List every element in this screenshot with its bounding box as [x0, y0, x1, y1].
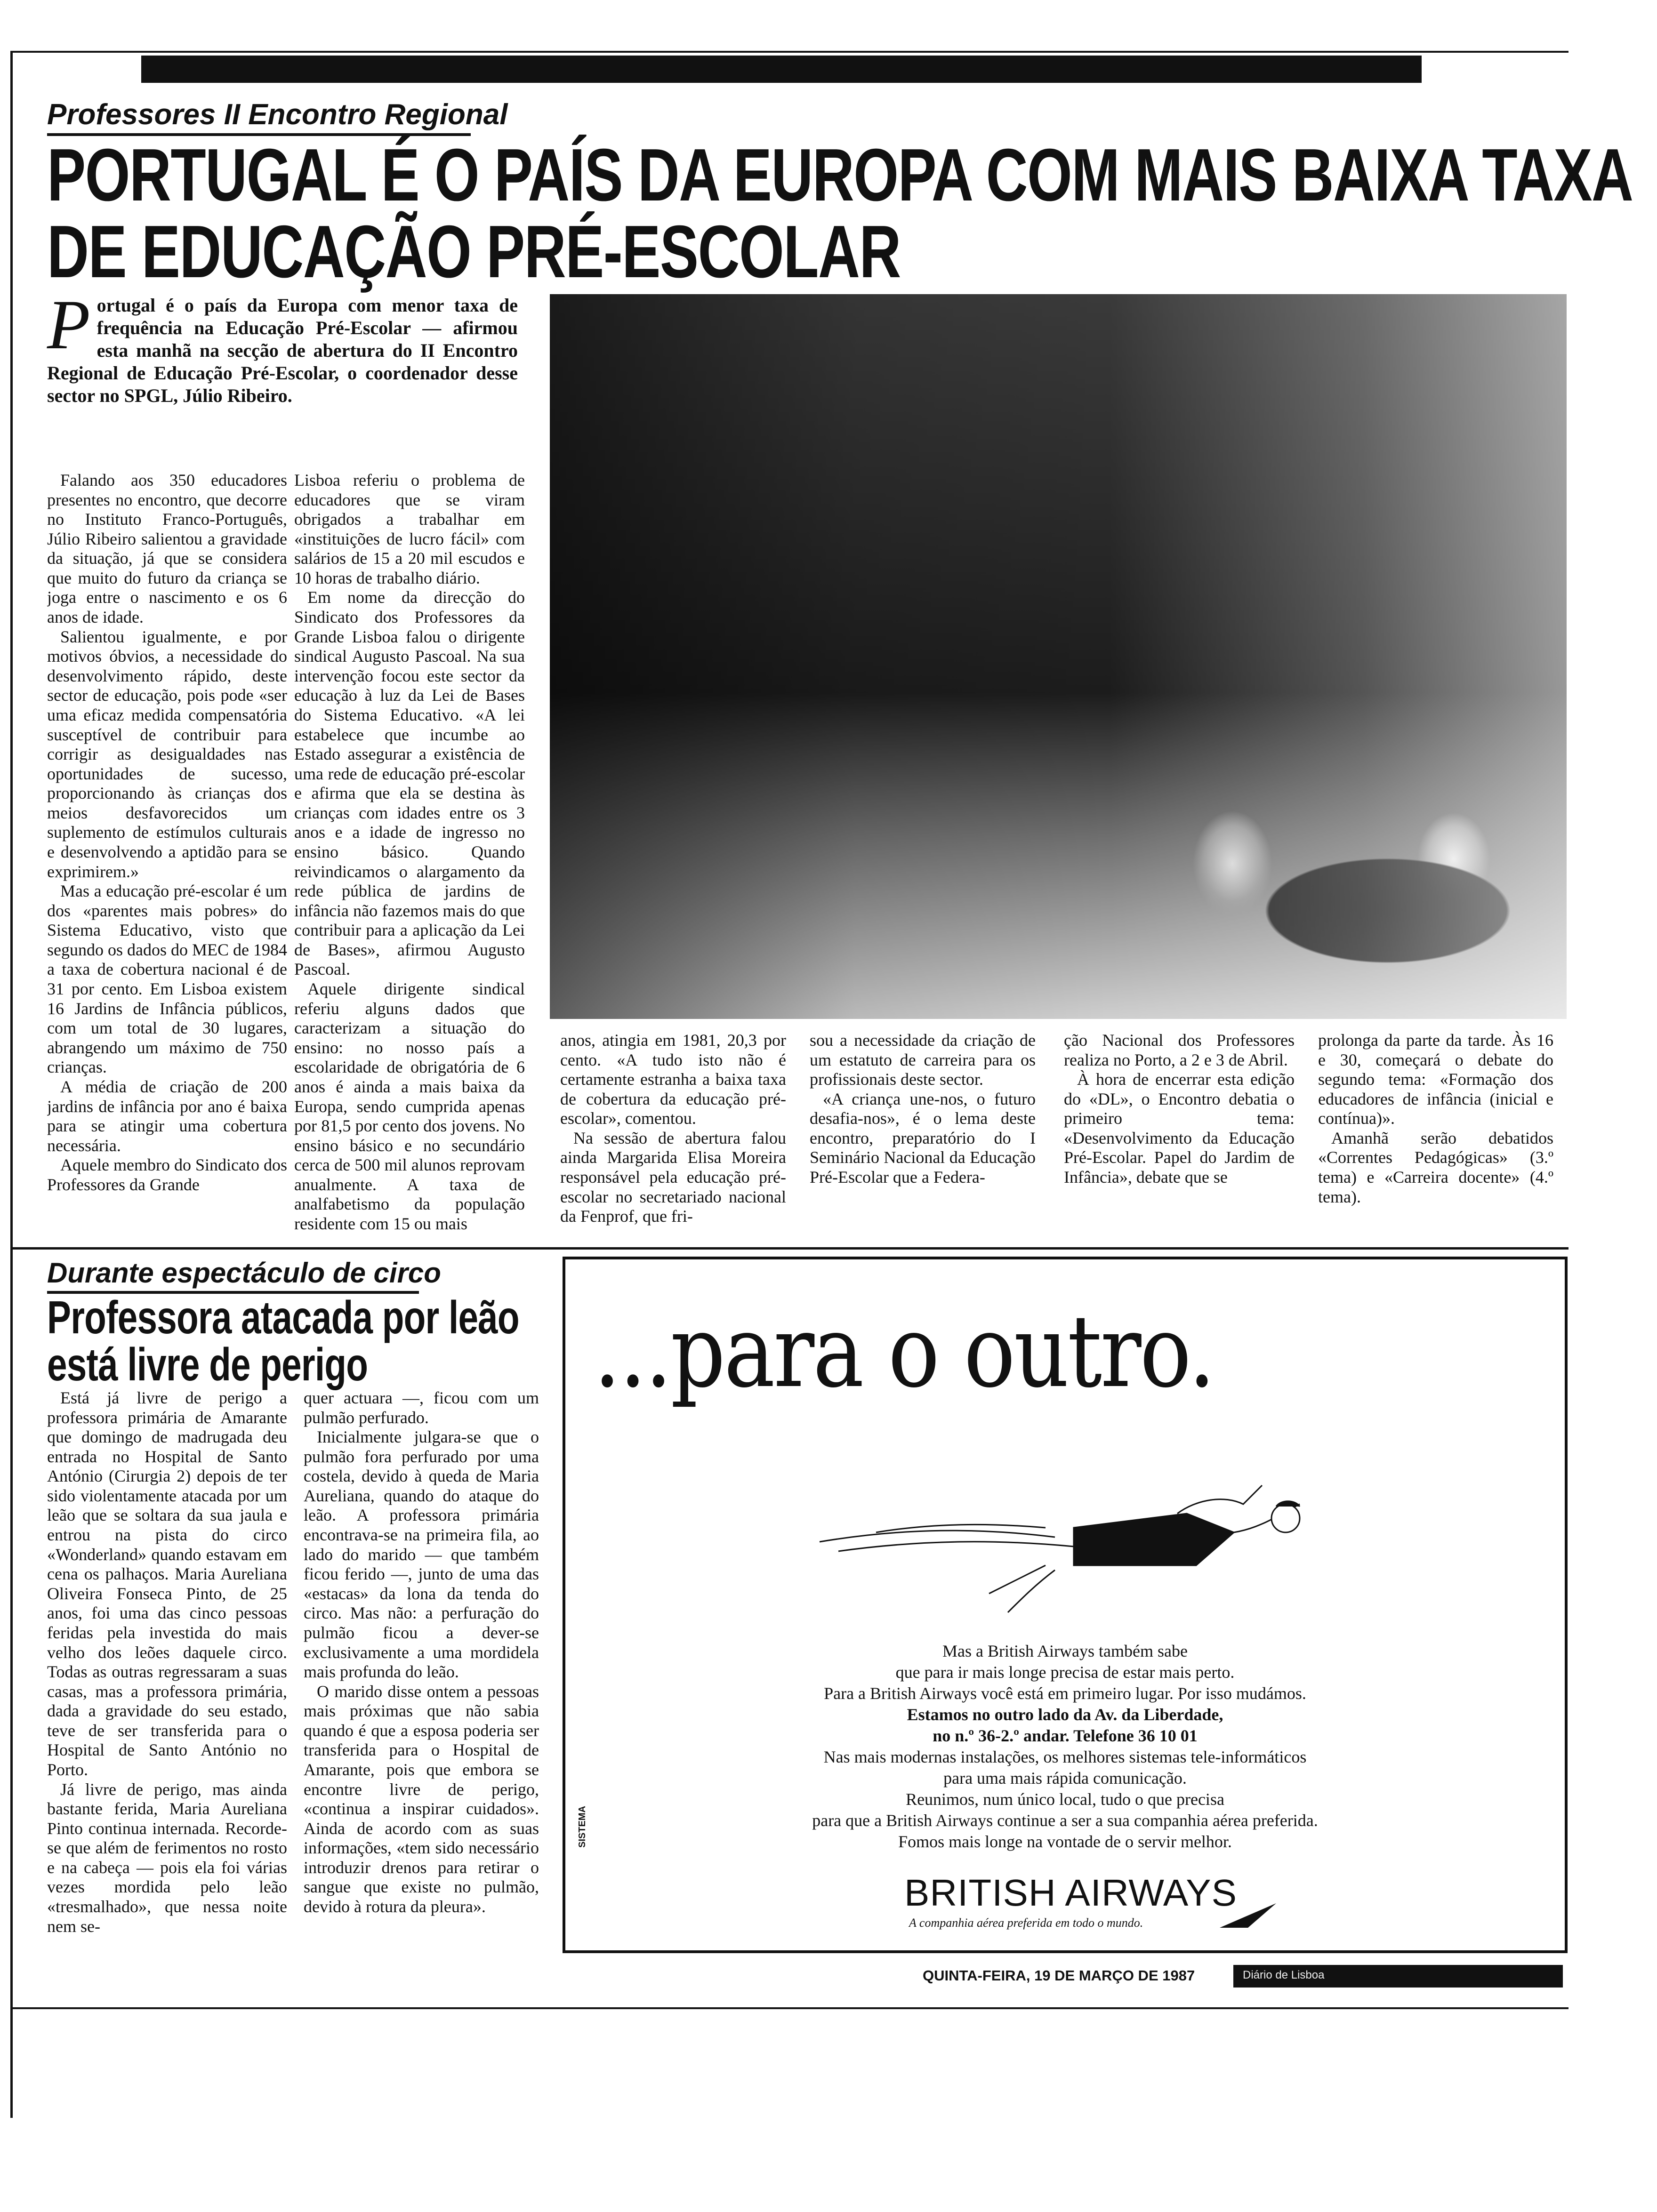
british-airways-logo: BRITISH AIRWAYS	[904, 1872, 1237, 1914]
article1-lead	[47, 286, 518, 407]
ad-copy-line: Para a British Airways você está em primeiro lugar. Por isso mudámos.	[824, 1684, 1306, 1703]
footer-date: QUINTA-FEIRA, 19 DE MARÇO DE 1987	[923, 1967, 1195, 1984]
paragraph: Lisboa referiu o problema de educadores que se viram obrigados a trabalhar em «instituições de lucro fácil» com salários de 15 a 20 mil escudos e 10 horas de trabalho diário.	[294, 471, 525, 587]
paragraph: Mas a educação pré-escolar é um dos «parentes mais pobres» do Sistema Educativo, visto que segundo os dados do MEC de 1984 a taxa de cobertura nacional é de 31 por cento. Em Lisboa existem 16 Jardins de Infância públicos, com um total de 30 lugares, abrangendo um máximo de 750 crianças.	[47, 882, 287, 1077]
ad-copy-line: que para ir mais longe precisa de estar mais perto.	[895, 1663, 1235, 1682]
paragraph: Amanhã serão debatidos «Correntes Pedagógicas» (3.º tema) e «Carreira docente» (4.º tema).	[1318, 1128, 1553, 1206]
story-divider	[10, 1247, 1569, 1250]
paragraph: A média de criação de 200 jardins de infância por ano é baixa para se atingir uma cobertura necessária.	[47, 1077, 287, 1155]
ad-copy-line: Mas a British Airways também sabe	[942, 1642, 1188, 1660]
paragraph: Em nome da direcção do Sindicato dos Professores da Grande Lisboa falou o dirigente sindical Augusto Pascoal. Na sua intervenção focou este sector da educação à luz da Lei de Bases do Sistema Educativo. «A lei estabelece que incumbe ao Estado assegurar a existência de uma rede de educação pré-escolar e afirma que ela se destina às crianças com idades entre os 3 anos e a idade de ingresso no ensino básico. Quando reivindicamos o alargamento da rede pública de jardins de infância não fazemos mais do que contribuir para a aplicação da Lei de Bases», afirmou Augusto Pascoal.	[294, 588, 525, 979]
footer-masthead: Diário de Lisboa	[1243, 1969, 1325, 1981]
ad-copy-line: para que a British Airways continue a ser a sua companhia aérea preferida.	[812, 1811, 1318, 1830]
article1-kicker: Professores II Encontro Regional	[47, 98, 471, 136]
paragraph: ção Nacional dos Professores realiza no Porto, a 2 e 3 de Abril.	[1064, 1031, 1295, 1069]
article1-lead-text: ortugal é o país da Europa com menor taxa de frequência na Educação Pré-Escolar — afirmou esta manhã na secção de abertura do II Encontro Regional de Educação Pré-Escolar, o coordenador desse sector no SPGL, Júlio Ribeiro.	[47, 295, 518, 406]
paragraph: «A criança une-nos, o futuro desafia-nos», é o lema deste encontro, preparatório do I Seminário Nacional da Educação Pré-Escolar que a Federa-	[810, 1089, 1036, 1187]
top-black-bar	[141, 56, 1422, 83]
flying-stewardess-illustration	[810, 1457, 1366, 1627]
paragraph: Falando aos 350 educadores presentes no encontro, que decorre no Instituto Franco-Português, Júlio Ribeiro salientou a gravidade da situação, já que se considera que muito do futuro da criança se joga entre o nascimento e os 6 anos de idade.	[47, 471, 287, 627]
footer-masthead-bar	[1233, 1965, 1563, 1988]
ad-agency-credit: SISTEMA	[577, 1806, 587, 1848]
paragraph: Aquele membro do Sindicato dos Professores da Grande	[47, 1155, 287, 1194]
article1-column-6	[1318, 1031, 1553, 1233]
british-airways-ad	[563, 1257, 1568, 1953]
paragraph: Inicialmente julgara-se que o pulmão fora perfurado por uma costela, devido à queda de Maria Aureliana, quando do ataque do leão. A professora primária encontrava-se na primeira fila, ao lado do marido — que também ficou ferido —, junto de uma das «estacas» da lona da tenda do circo. Mas não: a perfuração do pulmão ficou a dever-se exclusivamente a uma mordidela mais profunda do leão.	[304, 1427, 539, 1682]
ad-copy-line: Reunimos, num único local, tudo o que precisa	[906, 1790, 1224, 1809]
frame-top-rule	[10, 51, 1569, 53]
paragraph: Já livre de perigo, mas ainda bastante ferida, Maria Aureliana Pinto continua internada. Recorde-se que além de ferimentos no rosto e na cabeça — pois ela foi várias vezes mordida pelo leão «tresmalhado», que nessa noite nem se-	[47, 1779, 287, 1936]
paragraph: anos, atingia em 1981, 20,3 por cento. «A tudo isto não é certamente estranha a baixa taxa de cobertura da educação pré-escolar», comentou.	[560, 1031, 786, 1128]
ad-copy-line: Estamos no outro lado da Av. da Liberdade,	[907, 1705, 1223, 1724]
article1-column-4	[810, 1031, 1036, 1233]
article2-kicker: Durante espectáculo de circo	[47, 1257, 419, 1294]
paragraph: prolonga da parte da tarde. Às 16 e 30, começará o debate do segundo tema: «Formação dos educadores de infância (inicial e contínua)».	[1318, 1031, 1553, 1128]
article1-photo-children-at-table	[550, 294, 1567, 1019]
paragraph: O marido disse ontem a pessoas mais próximas que não sabia quando é que a esposa poderia ser transferida para o Hospital de Amarante, pois que embora se encontre livre de perigo, «continua a inspirar cuidados». Ainda de acordo com as suas informações, «tem sido necessário introduzir drenos para retirar o sangue que existe no pulmão, devido à rotura da pleura».	[304, 1682, 539, 1916]
article1-headline-line2: DE EDUCAÇÃO PRÉ-ESCOLAR	[47, 210, 901, 293]
article1-column-1	[47, 471, 287, 1233]
article2-headline-line2: está livre de perigo	[47, 1338, 368, 1390]
ad-copy-block	[565, 1641, 1565, 1852]
paragraph: Na sessão de abertura falou ainda Margarida Elisa Moreira responsável pela educação pré-escolar no secretariado nacional da Fenprof, que fri-	[560, 1128, 786, 1226]
ad-copy-line: Fomos mais longe na vontade de o servir melhor.	[898, 1832, 1232, 1851]
speedwing-icon	[1215, 1899, 1281, 1932]
paragraph: Aquele dirigente sindical referiu alguns dados que caracterizam a situação do ensino: no nosso país a escolaridade de obrigatória de 6 anos é ainda a mais baixa da Europa, sendo cumprida apenas por 81,5 por cento dos jovens. No ensino básico e no secundário cerca de 500 mil alunos reprovam anualmente. A taxa de analfabetismo da população residente com 15 ou mais	[294, 979, 525, 1233]
paragraph: Salientou igualmente, e por motivos óbvios, a necessidade do desenvolvimento rápido, deste sector de educação, pois pode «ser uma eficaz medida compensatória susceptível de contribuir para corrigir as desigualdades nas oportunidades de sucesso, proporcionando às crianças dos meios desfavorecidos um suplemento de estímulos culturais e desenvolvendo a aptidão para se exprimirem.»	[47, 627, 287, 881]
british-airways-slogan: A companhia aérea preferida em todo o mundo.	[909, 1916, 1143, 1930]
article1-lead-dropcap: P	[47, 286, 90, 364]
article2-column-2	[304, 1388, 539, 1972]
article1-column-3	[560, 1031, 786, 1233]
frame-left-rule	[10, 52, 13, 2118]
article2-headline-line1: Professora atacada por leão	[47, 1291, 519, 1343]
frame-bottom-rule	[10, 2007, 1569, 2009]
article1-column-2	[294, 471, 525, 1233]
paragraph: À hora de encerrar esta edição do «DL», o Encontro debatia o primeiro tema: «Desenvolvimento da Educação Pré-Escolar. Papel do Jardim de Infância», debate que se	[1064, 1070, 1295, 1187]
ad-copy-line: no n.º 36-2.º andar. Telefone 36 10 01	[933, 1726, 1198, 1745]
article1-column-5	[1064, 1031, 1295, 1233]
article1-headline-line1: PORTUGAL É O PAÍS DA EUROPA COM MAIS BAIXA TAXA	[47, 134, 1633, 216]
ad-tagline: ...para o outro.	[594, 1293, 1214, 1410]
paragraph: sou a necessidade da criação de um estatuto de carreira para os profissionais deste sector.	[810, 1031, 1036, 1089]
paragraph: Está já livre de perigo a professora primária de Amarante que domingo de madrugada deu entrada no Hospital de Santo António (Cirurgia 2) depois de ter sido violentamente atacada por um leão que se soltara da sua jaula e entrou na pista do circo «Wonderland» quando estavam em cena os palhaços. Maria Aureliana Oliveira Fonseca Pinto, de 25 anos, foi uma das cinco pessoas feridas pela investida do mais velho dos leões daquele circo. Todas as outras regressaram a suas casas, mas a professora primária, dada a gravidade do seu estado, teve de ser transferida para o Hospital de Santo António no Porto.	[47, 1388, 287, 1779]
article2-column-1	[47, 1388, 287, 1972]
paragraph: quer actuara —, ficou com um pulmão perfurado.	[304, 1388, 539, 1427]
ad-copy-line: Nas mais modernas instalações, os melhores sistemas tele-informáticos	[823, 1747, 1307, 1766]
ad-copy-line: para uma mais rápida comunicação.	[943, 1769, 1187, 1787]
